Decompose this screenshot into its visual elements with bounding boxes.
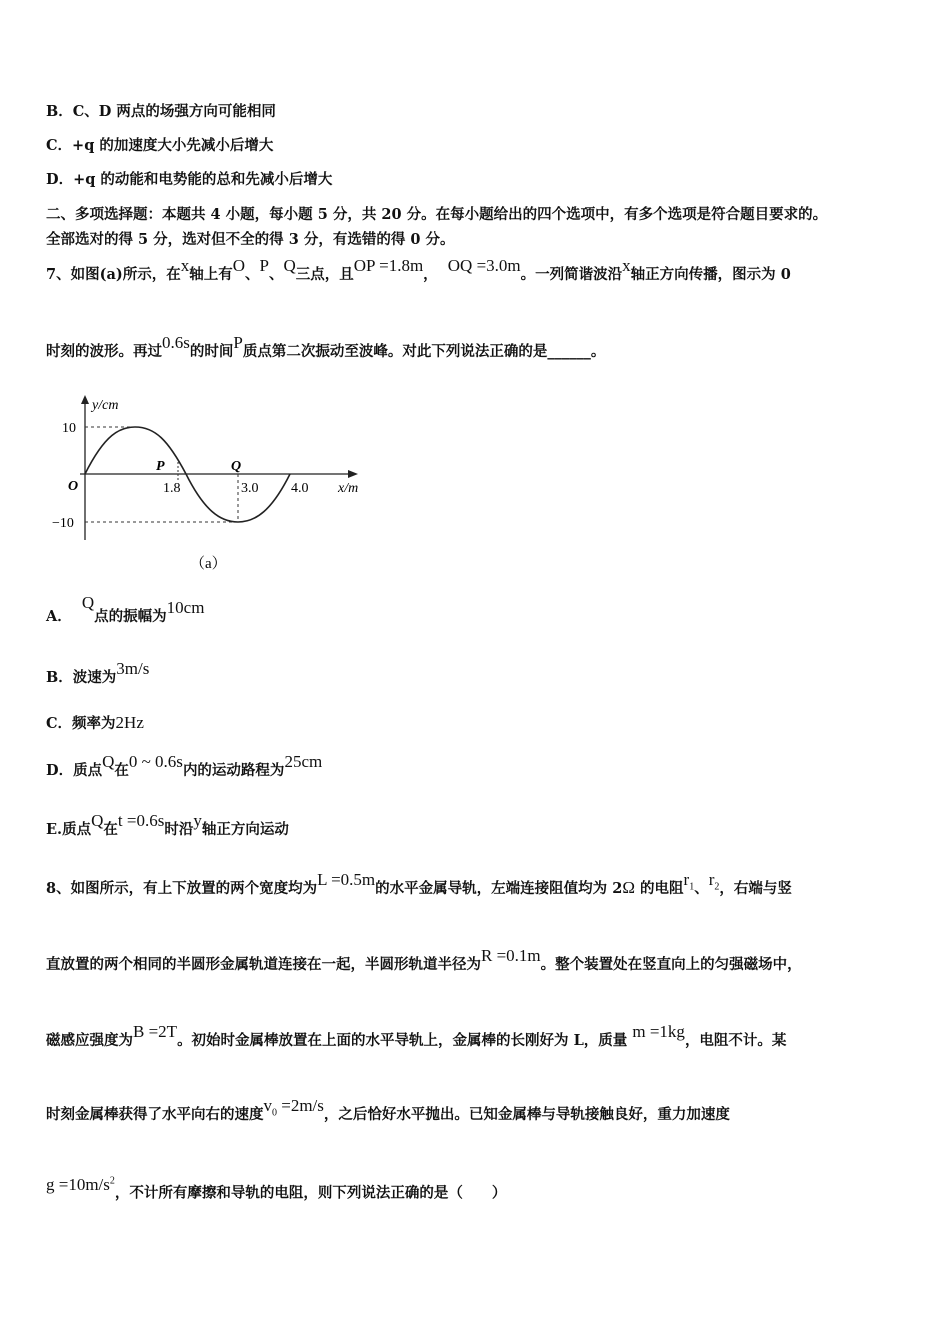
q7-text: 时刻的波形。再过 xyxy=(46,343,162,360)
math-P: P xyxy=(233,333,243,352)
y-tick-top: 10 xyxy=(62,421,76,436)
option-label: E.质点 xyxy=(46,821,92,838)
math-B: B =2T xyxy=(133,1022,178,1041)
math-y: y xyxy=(193,811,202,830)
q7-text: 7、如图(a)所示，在 xyxy=(46,266,181,283)
option-text: 内的运动路程为 xyxy=(182,762,285,779)
q7-text: 、 xyxy=(268,266,284,283)
q8-line3 xyxy=(46,1022,910,1051)
math-value: 25cm xyxy=(284,752,323,771)
option-text: 点的振幅为 xyxy=(94,608,167,625)
figure-caption: （a） xyxy=(190,556,227,572)
option-text: 轴正方向运动 xyxy=(201,821,289,838)
math-P: P xyxy=(259,256,269,275)
math-x2: x xyxy=(622,256,631,275)
math-range: 0 ~ 0.6s xyxy=(128,752,183,771)
math-time: t =0.6s xyxy=(117,811,165,830)
math-ohm: Ω xyxy=(622,878,635,897)
math-Q: Q xyxy=(283,256,296,275)
q8-text: 直放置的两个相同的半圆形金属轨道连接在一起，半圆形轨道半径为 xyxy=(46,956,481,973)
option-label: A． xyxy=(46,608,72,625)
q7-text: 。一列简谐波沿 xyxy=(520,266,623,283)
option-label: B．波速为 xyxy=(46,669,117,686)
q7-stem-line1 xyxy=(46,256,910,285)
q8-text: 的水平金属导轨，左端连接阻值均为 2 xyxy=(375,880,623,897)
q8-text: 8、如图所示，有上下放置的两个宽度均为 xyxy=(46,880,318,897)
q8-text: 的电阻 xyxy=(640,880,684,897)
point-Q-label: Q xyxy=(231,459,242,474)
q8-text: 、 xyxy=(694,880,709,897)
q7-text: 、 xyxy=(245,266,260,283)
q8-line1 xyxy=(46,870,910,905)
origin-label: O xyxy=(68,479,79,494)
x-tick-3: 4.0 xyxy=(291,481,309,496)
y-axis-label: y/cm xyxy=(92,398,119,413)
math-value: 2Hz xyxy=(115,713,144,732)
math-value: 3m/s xyxy=(116,659,150,678)
q7-text: ， xyxy=(423,266,438,283)
option-text: 时沿 xyxy=(164,821,194,838)
option-c-prev: C．+q 的加速度大小先减小后增大 xyxy=(46,137,274,154)
q7-option-a xyxy=(46,593,910,627)
math-value: 10cm xyxy=(166,598,205,617)
q7-option-b xyxy=(46,659,910,688)
q7-text: 轴正方向传播，图示为 0 xyxy=(630,266,791,283)
math-r1: $r_1$ xyxy=(683,870,695,893)
option-label: C．频率为 xyxy=(46,715,116,732)
q8-text: 。整个装置处在竖直向上的匀强磁场中， xyxy=(540,956,802,973)
q8-line5 xyxy=(46,1174,910,1204)
option-b-prev: B．C、D 两点的场强方向可能相同 xyxy=(46,103,276,120)
math-g: $g =10m/s^2$ xyxy=(46,1174,115,1194)
q8-text: 。初始时金属棒放置在上面的水平导轨上，金属棒的长刚好为 L，质量 xyxy=(177,1032,628,1049)
q8-text: 磁感应强度为 xyxy=(46,1032,133,1049)
q7-text: 轴上有 xyxy=(189,266,233,283)
q8-text: ，电阻不计。某 xyxy=(684,1032,787,1049)
q7-text: 三点，且 xyxy=(295,266,354,283)
x-tick-1: 1.8 xyxy=(163,481,181,496)
q7-option-e xyxy=(46,811,910,840)
q8-line4 xyxy=(46,1096,910,1131)
section-heading-line1: 二、多项选择题：本题共 4 小题，每小题 5 分，共 20 分。在每小题给出的四个选项中，有多个选项是符合题目要求的。 xyxy=(46,206,828,223)
option-label: D．质点 xyxy=(46,762,103,779)
math-m: m =1kg xyxy=(632,1022,685,1041)
math-OQ: OQ =3.0m xyxy=(447,256,521,275)
math-Q: Q xyxy=(91,811,104,830)
math-Q: Q xyxy=(102,752,115,771)
option-text: 在 xyxy=(103,821,118,838)
x-axis-label: x/m xyxy=(338,481,359,496)
q8-line2 xyxy=(46,946,910,975)
option-d-prev: D．+q 的动能和电势能的总和先减小后增大 xyxy=(46,171,333,188)
wave-figure xyxy=(50,392,380,582)
q7-option-c xyxy=(46,713,910,734)
math-OP: OP =1.8m xyxy=(353,256,424,275)
q8-text: 时刻金属棒获得了水平向右的速度 xyxy=(46,1106,264,1123)
y-tick-bottom: −10 xyxy=(52,516,74,531)
math-time: 0.6s xyxy=(162,333,190,352)
q8-text: ，不计所有摩擦和导轨的电阻，则下列说法正确的是（ ） xyxy=(114,1184,507,1202)
q7-option-d xyxy=(46,752,910,781)
math-O: O xyxy=(232,256,245,275)
q8-text: ，右端与竖 xyxy=(719,880,792,897)
q7-stem-line2 xyxy=(46,333,910,362)
q7-text: 的时间 xyxy=(189,343,234,360)
math-L: L =0.5m xyxy=(317,870,376,889)
math-x: x xyxy=(180,256,190,275)
option-text: 在 xyxy=(114,762,129,779)
math-r2: $r_2$ xyxy=(708,870,720,893)
point-P-label: P xyxy=(156,459,165,474)
math-R: R =0.1m xyxy=(481,946,541,965)
x-tick-2: 3.0 xyxy=(241,481,259,496)
section-heading-line2: 全部选对的得 5 分，选对但不全的得 3 分，有选错的得 0 分。 xyxy=(46,231,455,248)
math-Q: Q xyxy=(81,593,95,612)
math-v0: $v_0 =2m/s$ xyxy=(263,1096,324,1119)
q8-text: ，之后恰好水平抛出。已知金属棒与导轨接触良好，重力加速度 xyxy=(323,1106,730,1123)
q7-text: 质点第二次振动至波峰。对此下列说法正确的是______。 xyxy=(242,343,606,360)
